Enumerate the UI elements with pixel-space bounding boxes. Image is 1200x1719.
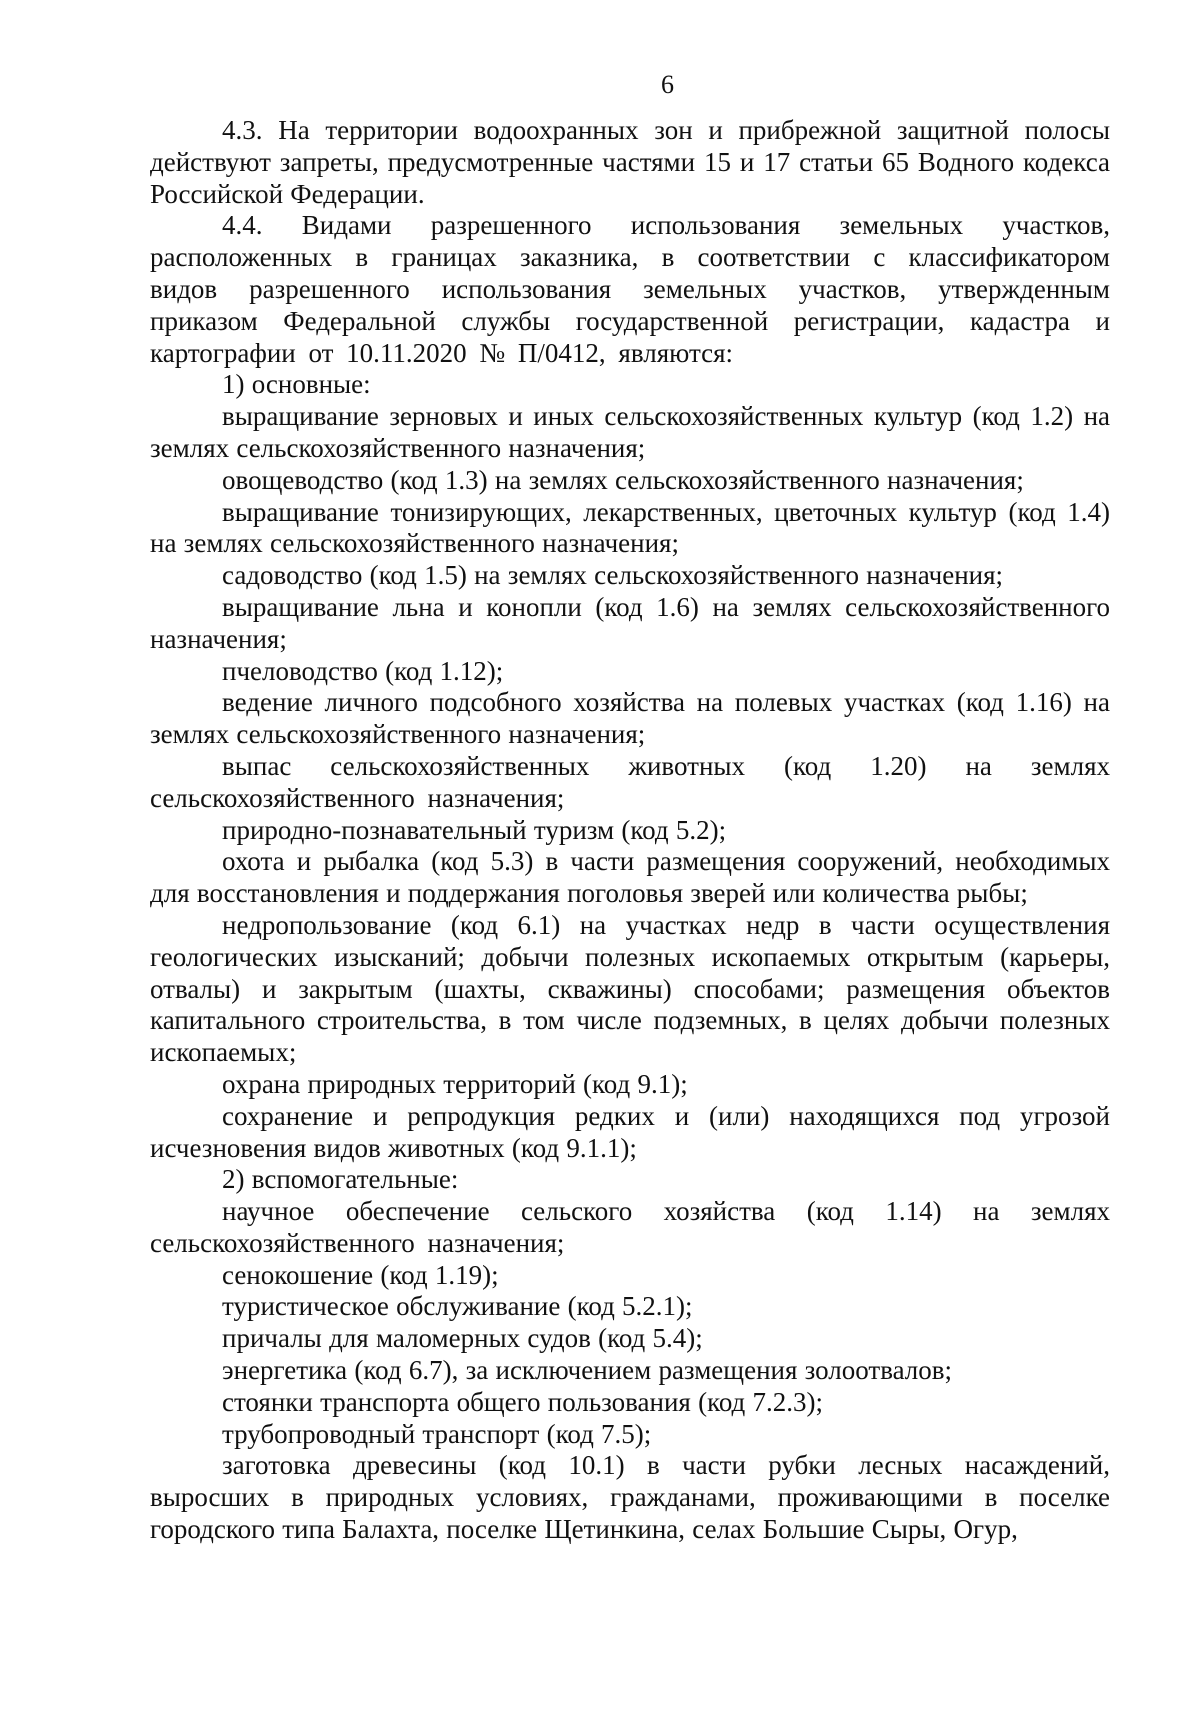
list-item: ведение личного подсобного хозяйства на полевых участках (код 1.16) на землях сельскохозяйственного назначения; xyxy=(150,687,1110,750)
list-item: выращивание зерновых и иных сельскохозяйственных культур (код 1.2) на землях сельскохозяйственного назначения; xyxy=(150,401,1110,463)
list-item: недропользование (код 6.1) на участках недр в части осуществления геологических изысканий; добычи полезных ископаемых открытым (карьеры, отвалы) и закрытым (шахты, скважины) способами; размещения объектов капитального строительства, в том числе подземных, в целях добычи полезных ископаемых; xyxy=(150,909,1110,1068)
list-item: садоводство (код 1.5) на землях сельскохозяйственного назначения; xyxy=(222,560,1004,591)
list-item: охота и рыбалка (код 5.3) в части размещения сооружений, необходимых для восстановления и поддержания поголовья зверей или количества рыбы; xyxy=(150,846,1110,909)
list-item: научное обеспечение сельского хозяйства (код 1.14) на землях сельскохозяйственного назначения; xyxy=(150,1196,1110,1258)
list-item: пчеловодство (код 1.12); xyxy=(222,655,504,686)
document-body xyxy=(150,115,1110,1546)
list-item: стоянки транспорта общего пользования (код 7.2.3); xyxy=(222,1386,824,1417)
list-item: выпас сельскохозяйственных животных (код 1.20) на землях сельскохозяйственного назначения; xyxy=(150,750,1110,813)
list-item: природно-познавательный туризм (код 5.2); xyxy=(222,814,727,845)
paragraph-4-4: 4.4. Видами разрешенного использования земельных участков, расположенных в границах заказника, в соответствии с классификатором видов разрешенного использования земельных участков, утвержденным приказом Федеральной службы государственной регистрации, кадастра и картографии от 10.11.2020 № П/0412, являются: xyxy=(150,210,1110,368)
list-item: причалы для маломерных судов (код 5.4); xyxy=(222,1323,703,1354)
paragraph-4-3: 4.3. На территории водоохранных зон и прибрежной защитной полосы действуют запреты, предусмотренные частями 15 и 17 статьи 65 Водного кодекса Российской Федерации. xyxy=(150,115,1110,209)
list-item: овощеводство (код 1.3) на землях сельскохозяйственного назначения; xyxy=(222,464,1024,495)
list-item: сенокошение (код 1.19); xyxy=(222,1259,499,1290)
list-item: энергетика (код 6.7), за исключением размещения золоотвалов; xyxy=(222,1355,953,1386)
list-item: сохранение и репродукция редких и (или) находящихся под угрозой исчезновения видов животных (код 9.1.1); xyxy=(150,1100,1110,1163)
list-item: выращивание тонизирующих, лекарственных, цветочных культур (код 1.4) на землях сельскохозяйственного назначения; xyxy=(150,496,1110,559)
list-heading-main: 1) основные: xyxy=(222,369,371,400)
list-item: трубопроводный транспорт (код 7.5); xyxy=(222,1418,652,1449)
list-item: туристическое обслуживание (код 5.2.1); xyxy=(222,1291,693,1322)
list-item: охрана природных территорий (код 9.1); xyxy=(222,1068,688,1099)
list-item: заготовка древесины (код 10.1) в части рубки лесных насаждений, выросших в природных условиях, гражданами, проживающими в поселке городского типа Балахта, поселке Щетинкина, селах Большие Сыры, Огур, xyxy=(150,1450,1110,1545)
list-item: выращивание льна и конопли (код 1.6) на землях сельскохозяйственного назначения; xyxy=(150,591,1110,654)
page-number: 6 xyxy=(661,70,674,99)
list-heading-auxiliary: 2) вспомогательные: xyxy=(222,1164,459,1195)
